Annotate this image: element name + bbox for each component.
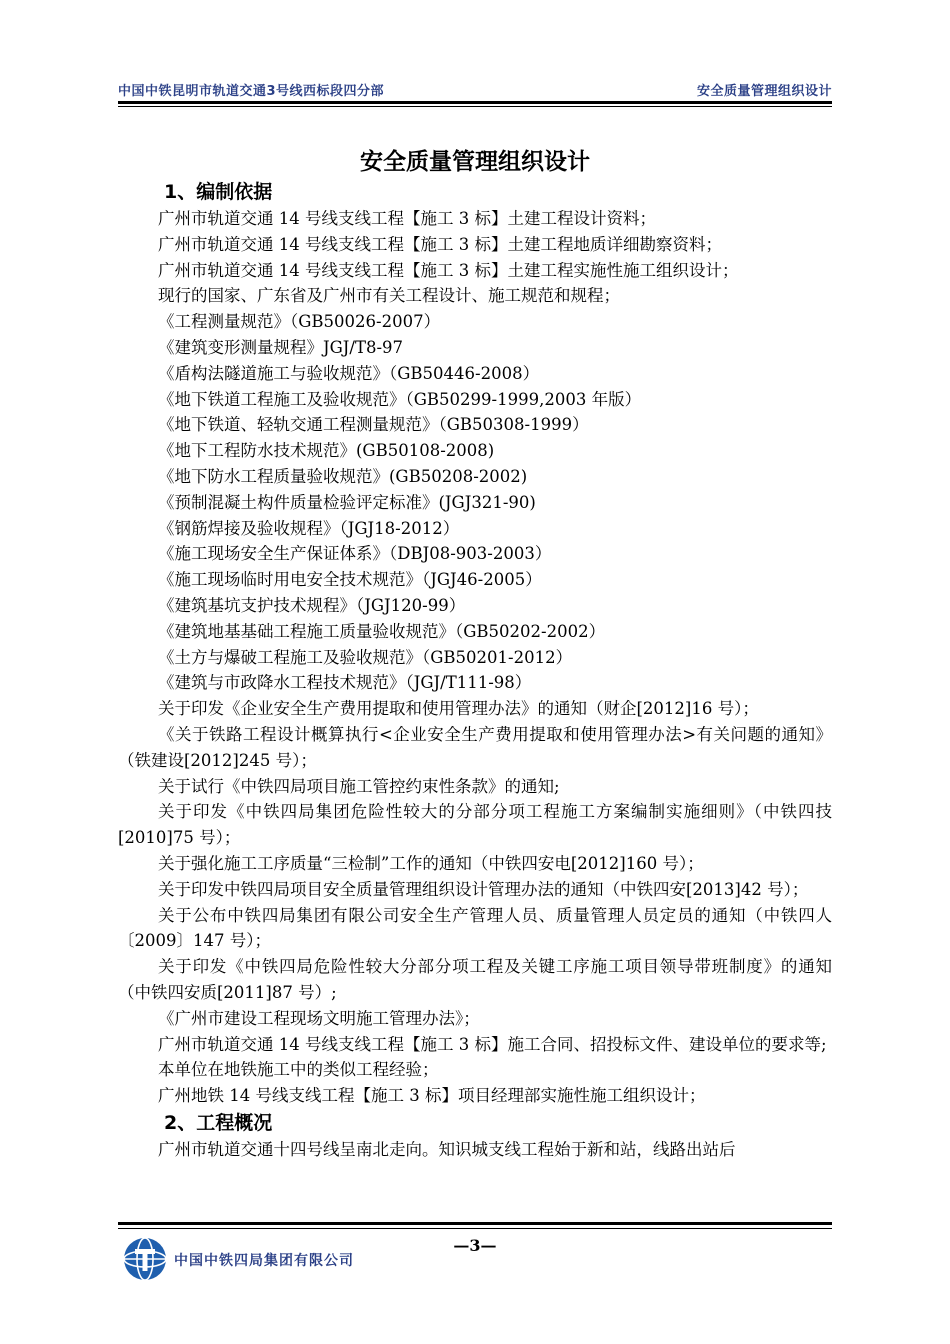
paragraph: 《工程测量规范》（GB50026-2007） [158,312,441,332]
paragraph: 《施工现场安全生产保证体系》（DBJ08-903-2003） [158,544,552,564]
paragraph: 《地下铁道工程施工及验收规范》（GB50299-1999,2003 年版） [158,389,642,409]
paragraph: 《建筑基坑支护技术规程》（JGJ120-99） [158,595,466,615]
paragraph: 《建筑地基基础工程施工质量验收规范》（GB50202-2002） [158,621,606,641]
paragraph: 《建筑与市政降水工程技术规范》（JGJ/T111-98） [158,673,532,693]
footer-rule-thick [118,1222,832,1225]
page-number: —3— [453,1236,497,1255]
section-heading-overview: 2、工程概况 [164,1111,273,1134]
paragraph: 《地下铁道、轻轨交通工程测量规范》（GB50308-1999） [158,415,589,435]
paragraph: 广州地铁 14 号线支线工程【施工 3 标】项目经理部实施性施工组织设计； [158,1086,706,1106]
footer-company-name: 中国中铁四局集团有限公司 [174,1253,354,1269]
paragraph: 《钢筋焊接及验收规程》（JGJ18-2012） [158,518,460,538]
paragraph: 现行的国家、广东省及广州市有关工程设计、施工规范和规程； [158,286,620,306]
header-rule-thick [118,101,832,104]
page-title: 安全质量管理组织设计 [360,149,590,175]
paragraph: 《预制混凝土构件质量检验评定标准》(JGJ321-90) [158,492,536,512]
paragraph: 《盾构法隧道施工与验收规范》（GB50446-2008） [158,363,540,383]
paragraph: 广州市轨道交通 14 号线支线工程【施工 3 标】土建工程设计资料； [158,209,656,228]
document-body [118,178,832,1163]
paragraph: 《建筑变形测量规程》JGJ/T8-97 [158,337,404,357]
paragraph: 关于强化施工工序质量“三检制”工作的通知（中铁四安电[2012]160 号）； [158,853,704,873]
paragraph: 《关于铁路工程设计概算执行<企业安全生产费用提取和使用管理办法>有关问题的通知》（铁建设[2012]245 号）； [118,724,832,770]
paragraph: 《广州市建设工程现场文明施工管理办法》； [158,1008,480,1028]
header-doc-title: 安全质量管理组织设计 [696,84,832,99]
paragraph: 关于印发中铁四局项目安全质量管理组织设计管理办法的通知（中铁四安[2013]42 号）； [158,879,809,899]
paragraph: 关于公布中铁四局集团有限公司安全生产管理人员、质量管理人员定员的通知（中铁四人〔2009〕147 号）； [118,905,832,951]
paragraph: 《土方与爆破工程施工及验收规范》（GB50201-2012） [158,647,573,667]
paragraph: 广州市轨道交通 14 号线支线工程【施工 3 标】土建工程地质详细勘察资料； [158,234,722,254]
paragraph: 《地下工程防水技术规范》(GB50108-2008) [158,441,495,461]
paragraph: 本单位在地铁施工中的类似工程经验； [158,1060,439,1080]
paragraph: 广州市轨道交通十四号线呈南北走向。知识城支线工程始于新和站，线路出站后 [158,1139,736,1159]
paragraph: 《地下防水工程质量验收规范》(GB50208-2002) [158,466,528,486]
page-header [118,78,832,100]
paragraph: 《施工现场临时用电安全技术规范》（JGJ46-2005） [158,570,542,590]
company-logo-icon [122,1236,168,1282]
paragraph: 关于印发《中铁四局集团危险性较大的分部分项工程施工方案编制实施细则》（中铁四技[2010]75 号）； [118,802,832,848]
paragraph: 广州市轨道交通 14 号线支线工程【施工 3 标】土建工程实施性施工组织设计； [158,260,739,280]
section-heading-basis: 1、编制依据 [164,181,273,203]
paragraph: 广州市轨道交通 14 号线支线工程【施工 3 标】施工合同、招投标文件、建设单位的要求等; [158,1034,827,1054]
footer-rule-thin [118,1228,832,1229]
paragraph: 关于印发《中铁四局危险性较大分部分项工程及关键工序施工项目领导带班制度》的通知（中铁四安质[2011]87 号）; [118,957,832,1002]
header-project-name: 中国中铁昆明市轨道交通3号线西标段四分部 [118,84,385,99]
header-rule-thin [118,106,832,107]
paragraph: 关于印发《企业安全生产费用提取和使用管理办法》的通知（财企[2012]16 号）； [158,699,759,719]
paragraph: 关于试行《中铁四局项目施工管控约束性条款》的通知; [158,776,560,796]
